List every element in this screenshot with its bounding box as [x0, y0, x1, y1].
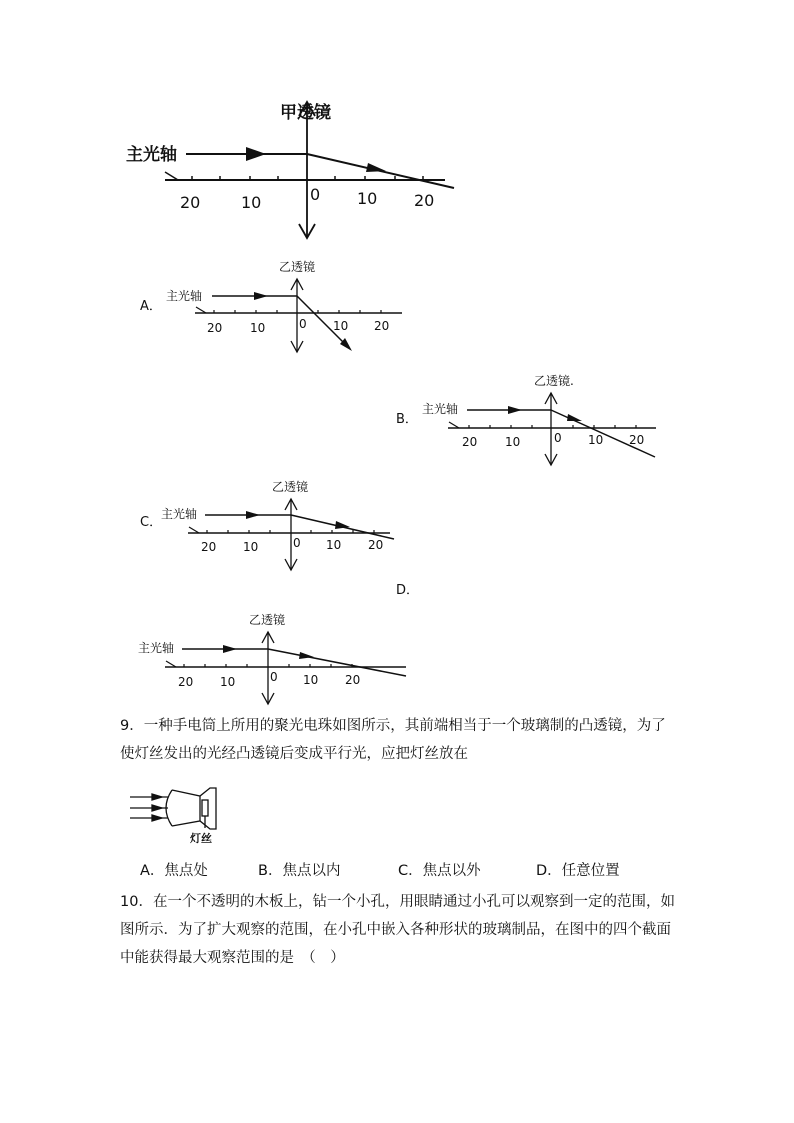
svg-text:10: 10: [505, 435, 521, 449]
option-b-figure: [396, 373, 656, 465]
q9-option-b[interactable]: B．焦点以内: [258, 863, 341, 879]
option-c-lens-label: 乙透镜: [272, 480, 309, 494]
option-a-figure: [140, 259, 402, 352]
question-9-text: 9．一种手电筒上所用的聚光电珠如图所示，其前端相当于一个玻璃制的凸透镜，为了使灯丝发出的光经凸透镜后变成平行光，应把灯丝放在: [120, 718, 666, 762]
svg-text:20: 20: [368, 538, 384, 552]
option-d-figure: [138, 612, 406, 704]
svg-text:20: 20: [201, 540, 217, 554]
option-b-letter: B．: [396, 412, 418, 427]
option-a-axis-label: 主光轴: [166, 289, 203, 303]
svg-text:10: 10: [220, 675, 236, 689]
main-axis-label: 主光轴: [126, 145, 177, 165]
svg-text:20: 20: [462, 435, 478, 449]
option-d-lens-label: 乙透镜: [249, 613, 286, 627]
svg-text:10: 10: [243, 540, 259, 554]
main-tick-label: 0: [310, 185, 321, 204]
filament-label: 灯丝: [190, 832, 212, 845]
option-c-letter: C．: [140, 515, 163, 530]
main-tick-label: 20: [414, 191, 435, 210]
main-figure: [126, 102, 454, 238]
svg-text:20: 20: [178, 675, 194, 689]
svg-text:0: 0: [270, 670, 278, 684]
svg-text:10: 10: [303, 673, 319, 687]
svg-text:10: 10: [326, 538, 342, 552]
svg-text:10: 10: [333, 319, 349, 333]
option-b-lens-label: 乙透镜.: [534, 374, 574, 388]
svg-text:0: 0: [293, 536, 301, 550]
main-tick-label: 10: [241, 193, 262, 212]
option-d-axis-label: 主光轴: [138, 641, 175, 655]
option-c-axis-label: 主光轴: [161, 507, 198, 521]
svg-text:0: 0: [299, 317, 307, 331]
q9-option-a[interactable]: A．焦点处: [140, 863, 208, 879]
option-b-axis-label: 主光轴: [422, 402, 459, 416]
q9-option-d[interactable]: D．任意位置: [536, 863, 620, 879]
option-d-letter: D．: [396, 583, 420, 598]
svg-text:20: 20: [629, 433, 645, 447]
svg-text:20: 20: [345, 673, 361, 687]
svg-text:20: 20: [207, 321, 223, 335]
main-tick-label: 10: [357, 189, 378, 208]
svg-text:10: 10: [588, 433, 604, 447]
svg-text:10: 10: [250, 321, 266, 335]
option-a-letter: A．: [140, 299, 162, 314]
svg-text:20: 20: [374, 319, 390, 333]
option-a-lens-label: 乙透镜: [279, 260, 316, 274]
svg-text:0: 0: [554, 431, 562, 445]
option-c-figure: [140, 479, 394, 570]
main-lens-label: 甲透镜: [280, 103, 331, 123]
q9-option-c[interactable]: C．焦点以外: [398, 863, 481, 879]
main-tick-label: 20: [180, 193, 201, 212]
flashlight-bulb-figure: [130, 788, 216, 845]
question-10-text: 10．在一个不透明的木板上，钻一个小孔，用眼睛通过小孔可以观察到一定的范围，如图所示．为了扩大观察的范围，在小孔中嵌入各种形状的玻璃制品，在图中的四个截面中能获得最大观察范围的是 （ ）: [120, 894, 675, 966]
